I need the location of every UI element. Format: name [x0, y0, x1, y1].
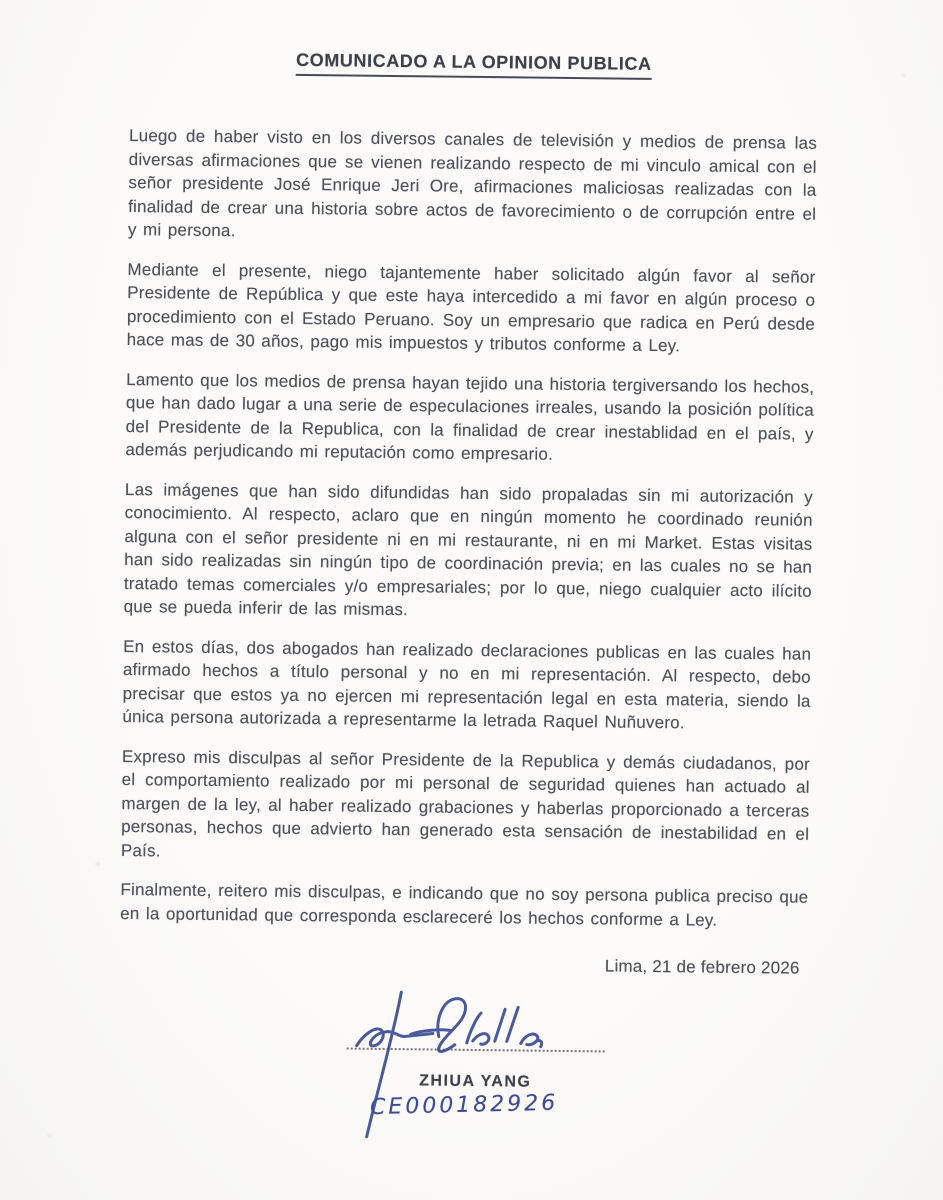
letter-title: COMUNICADO A LA OPINION PUBLICA — [296, 50, 652, 80]
letter-paragraph: En estos días, dos abogados han realizado declaraciones publicas en las cuales han afirmado hechos a título personal y no en mi representación. Al respecto, debo precisar que estos ya no ejercen mi representación legal en esta materia, siendo la única persona autorizada a representarme la letrada Raquel Nuñuvero. — [122, 636, 812, 733]
signature-block — [117, 977, 807, 1175]
letter-paragraph: Lamento que los medios de prensa hayan tejido una historia tergiversando los hechos, que han dado lugar a una serie de especulaciones irreales, usando la posición política del Presidente de la Republica, con la finalidad de crear inestablidad en el país, y además perjudicando mi reputación como empresario. — [125, 369, 815, 464]
paper-speckle — [902, 74, 905, 77]
paper-speckle — [96, 862, 100, 866]
signatory-name: ZHIUA YANG — [419, 1072, 532, 1091]
letter-paragraph: Expreso mis disculpas al señor Presidente de la Republica y demás ciudadanos, por el comportamiento realizado por mi personal de seguridad quienes han actuado al margen de la ley, al haber realizado grabaciones y haberlas proporcionado a terceras personas, hechos que advierto han generado esta sensación de inestabilidad en el País. — [120, 746, 811, 860]
signature-scribble — [354, 990, 546, 1142]
paper-speckle — [48, 1134, 51, 1137]
letter-content — [117, 48, 818, 1175]
letter-paragraph: Las imágenes que han sido difundidas han sido propaladas sin mi autorización y conocimiento. Al respecto, aclaro que en ningún momento he coordinado reunión alguna con el señor presidente ni en mi restaurante, ni en mi Market. Estas visitas han sido realizadas sin ningún tipo de coordinación previa; en las cuales no se han tratado temas comerciales y/o empresariales; por lo que, niego cualquier acto ilícito que se pueda inferir de las mismas. — [123, 479, 814, 620]
letter-title-row — [130, 48, 818, 82]
date-line: Lima, 21 de febrero 2026 — [604, 956, 800, 978]
letter-paragraph: Mediante el presente, niego tajantemente haber solicitado algún favor al señor Presidente de República y que este haya intercedido a mi favor en algún proceso o procedimiento con el Estado Peruano. Soy un empresario que radica en Perú desde hace mas de 30 años, pago mis impuestos y tributos conforme a Ley. — [126, 259, 816, 356]
letter-paragraph: Finalmente, reitero mis disculpas, e indicando que no soy persona publica preciso que en la oportunidad que corresponda esclareceré los hechos conforme a Ley. — [120, 879, 809, 930]
signatory-id-handwritten: CE000182926 — [369, 1090, 559, 1121]
letter-paragraph: Luego de haber visto en los diversos canales de televisión y medios de prensa las diversas afirmaciones que se vienen realizando respecto de mi vinculo amical con el señor presidente José Enrique Jeri Ore, afirmaciones maliciosas realizadas con la finalidad de crear una historia sobre actos de favorecimiento o de corrupción entre el y mi persona. — [127, 125, 818, 241]
